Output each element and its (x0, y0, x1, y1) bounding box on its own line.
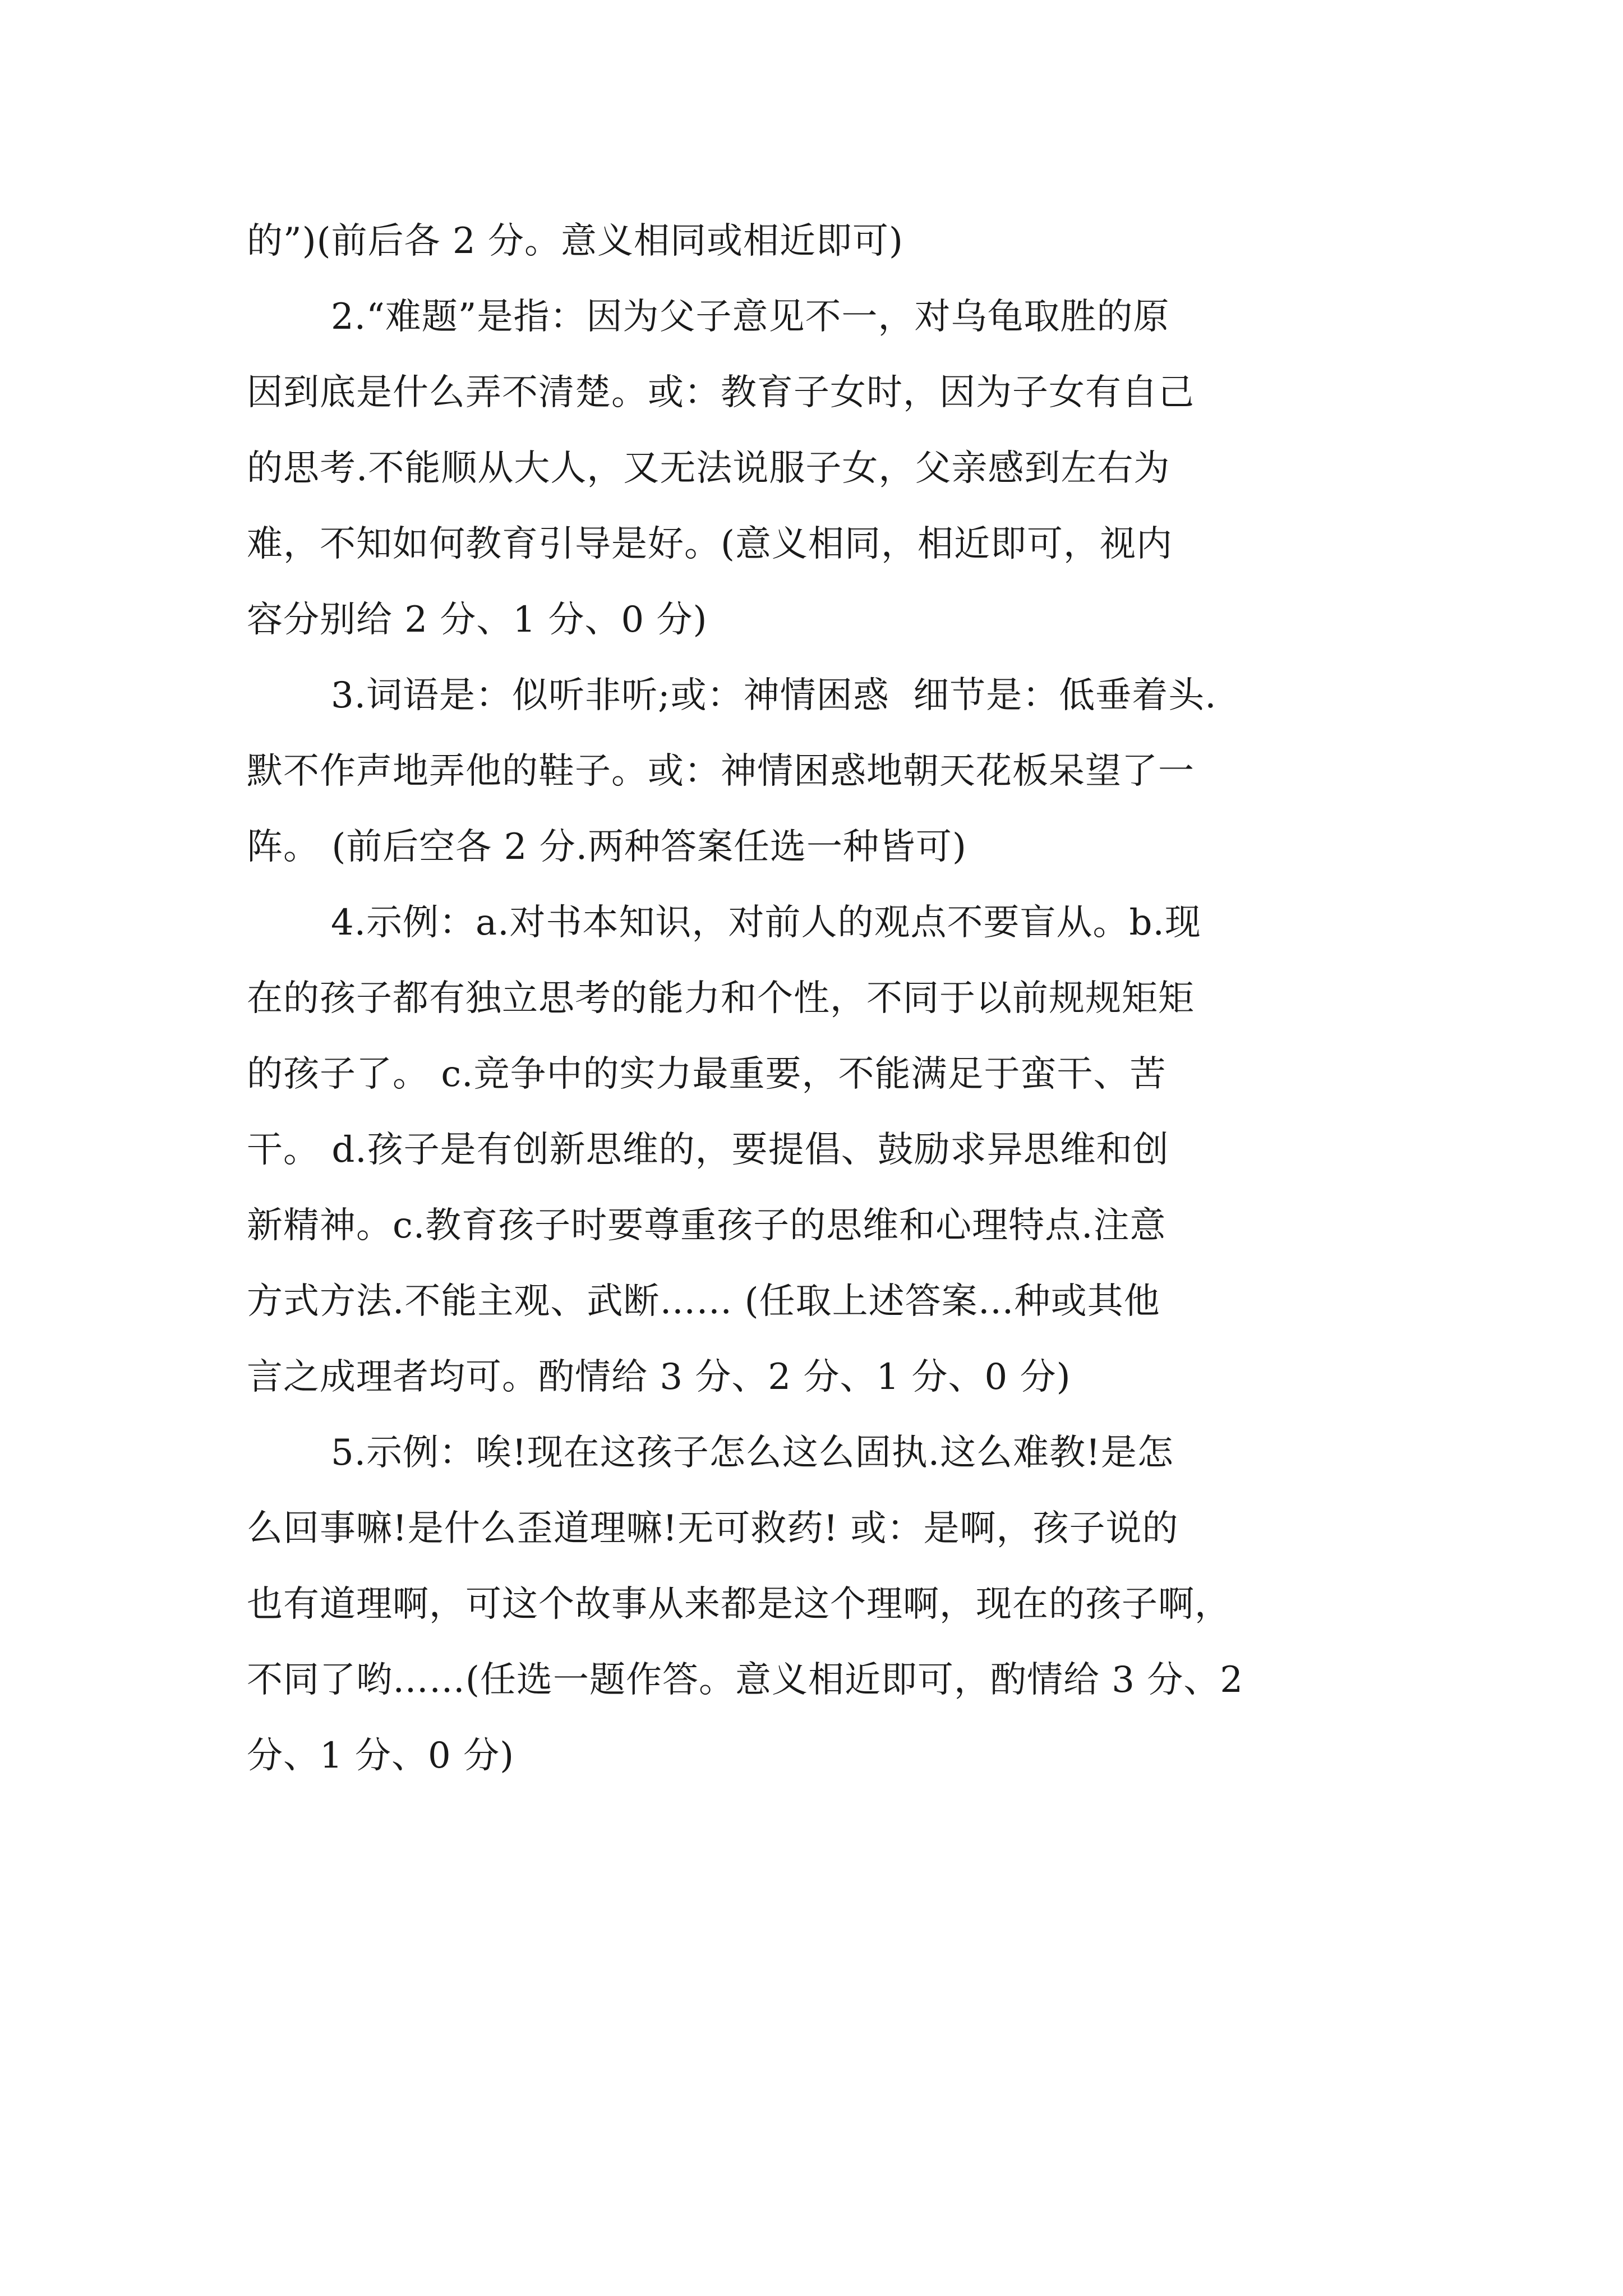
answer-line-10: 4.示例：a.对书本知识，对前人的观点不要盲从。b.现 (331, 902, 1201, 944)
answer-line-4: 的思考.不能顺从大人，又无法说服子女，父亲感到左右为 (247, 448, 1170, 489)
answer-line-9: 阵。 (前后空各 2 分.两种答案任选一种皆可) (247, 826, 967, 868)
answer-line-13: 干。 d.孩子是有创新思维的，要提倡、鼓励求异思维和创 (247, 1129, 1169, 1171)
answer-line-11: 在的孩子都有独立思考的能力和个性，不同于以前规规矩矩 (247, 978, 1195, 1019)
answer-line-19: 也有道理啊，可这个故事从来都是这个理啊，现在的孩子啊， (247, 1584, 1231, 1625)
answer-line-1: 的”)(前后各 2 分。意义相同或相近即可) (247, 220, 904, 262)
answer-line-6: 容分别给 2 分、1 分、0 分) (247, 599, 708, 641)
answer-line-12: 的孩子了。 c.竞争中的实力最重要，不能满足于蛮干、苦 (247, 1053, 1166, 1095)
answer-line-2: 2.“难题”是指：因为父子意见不一，对乌龟取胜的原 (331, 296, 1170, 338)
answer-line-8: 默不作声地弄他的鞋子。或：神情困惑地朝天花板呆望了一 (247, 751, 1195, 792)
answer-line-20: 不同了哟……(任选一题作答。意义相近即可，酌情给 3 分、2 (247, 1659, 1244, 1701)
answer-line-17: 5.示例：唉!现在这孩子怎么这么固执.这么难教!是怎 (331, 1432, 1174, 1474)
answer-line-16: 言之成理者均可。酌情给 3 分、2 分、1 分、0 分) (247, 1356, 1071, 1398)
answer-line-21: 分、1 分、0 分) (247, 1735, 515, 1777)
answer-line-3: 因到底是什么弄不清楚。或：教育子女时，因为子女有自己 (247, 372, 1195, 413)
answer-line-14: 新精神。c.教育孩子时要尊重孩子的思维和心理特点.注意 (247, 1205, 1166, 1246)
answer-line-15: 方式方法.不能主观、武断…… (任取上述答案…种或其他 (247, 1281, 1160, 1322)
answer-line-7: 3.词语是：似听非听;或：神情困惑 细节是：低垂着头. (331, 675, 1217, 716)
answer-line-5: 难，不知如何教育引导是好。(意义相同，相近即可，视内 (247, 523, 1173, 565)
answer-line-18: 么回事嘛!是什么歪道理嘛!无可救药! 或：是啊，孩子说的 (247, 1508, 1179, 1549)
